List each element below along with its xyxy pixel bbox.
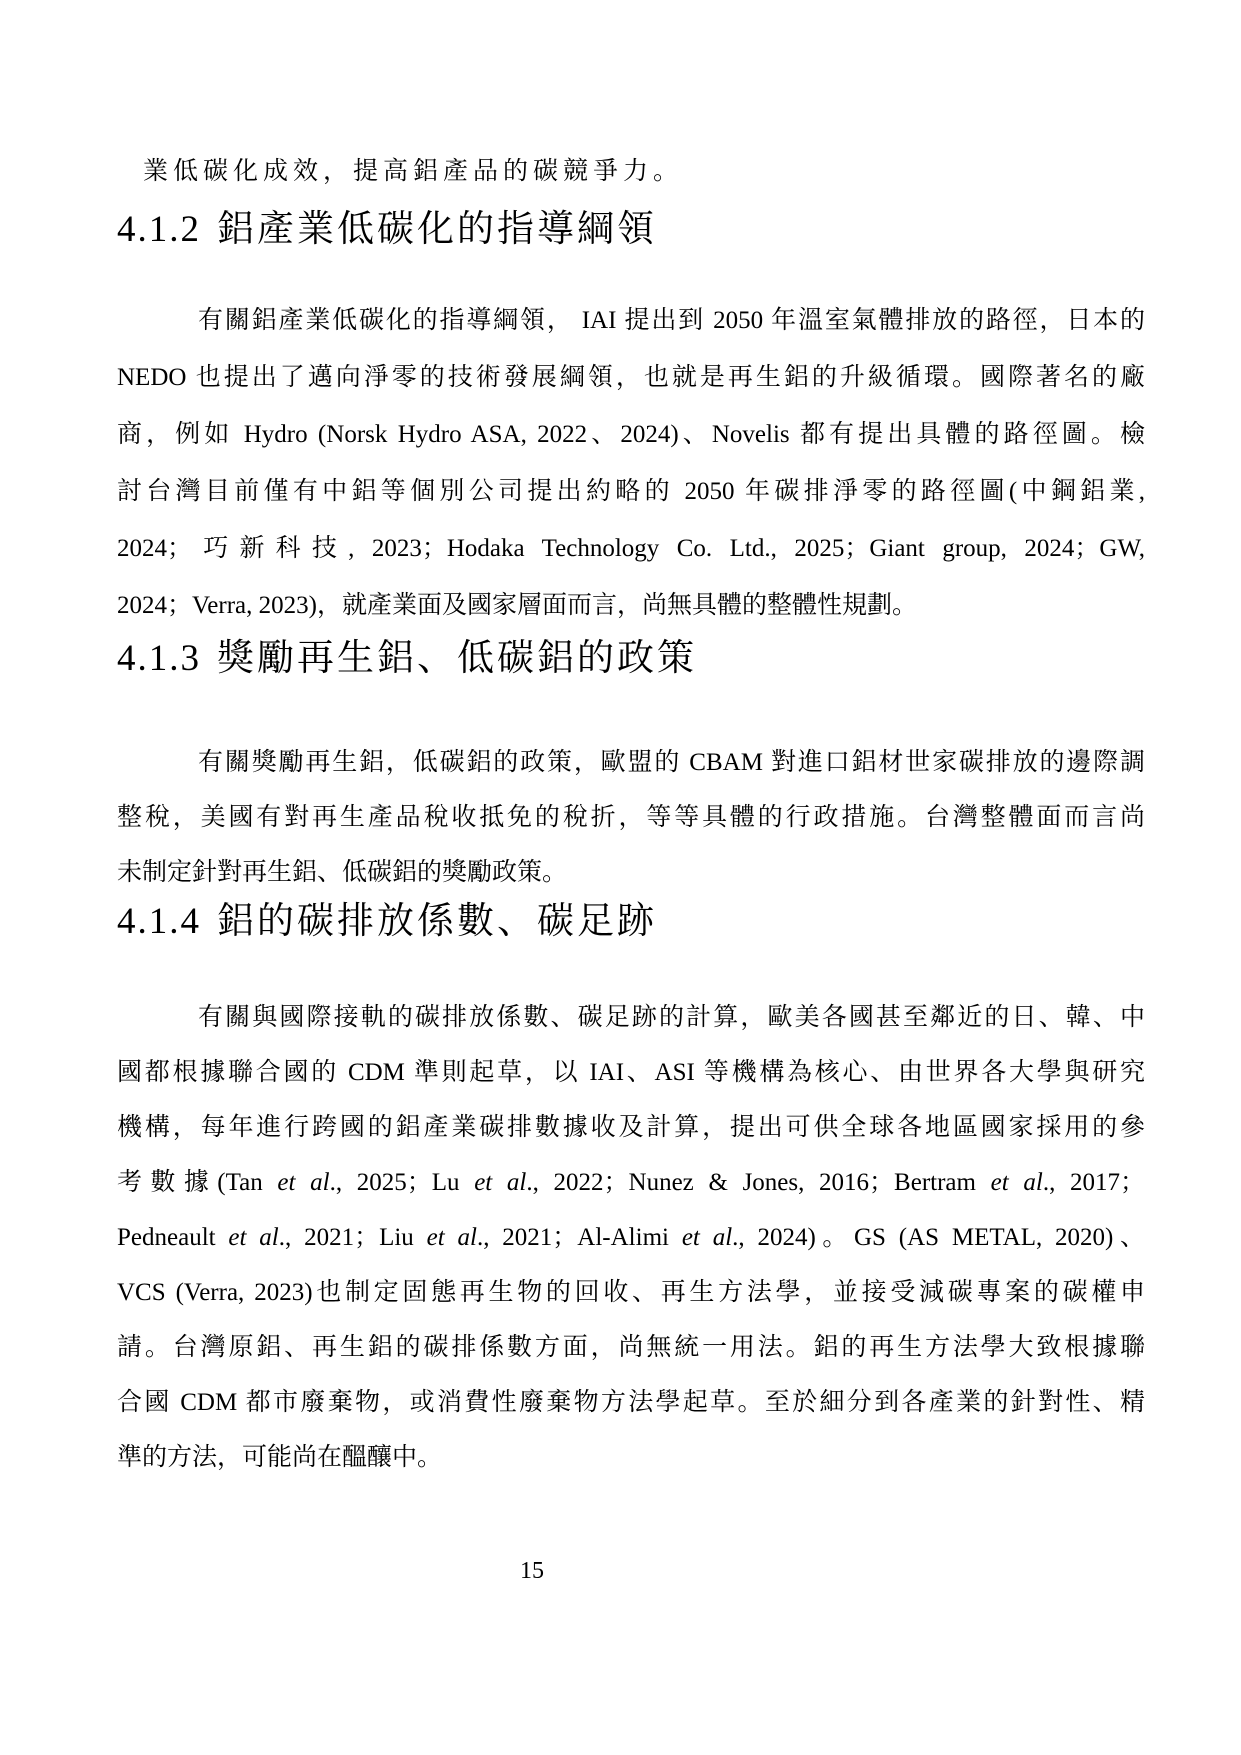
text-line: 國都根據聯合國的 CDM 準則起草，以 IAI、ASI 等機構為核心、由世界各大學與研究: [117, 1059, 1145, 1086]
text-line: 有關獎勵再生鋁，低碳鋁的政策，歐盟的 CBAM 對進口鋁材世家碳排放的邊際調: [198, 749, 1145, 776]
section-heading-413: [117, 635, 1145, 683]
text-line: 合國 CDM 都市廢棄物，或消費性廢棄物方法學起草。至於細分到各產業的針對性、精: [117, 1389, 1145, 1416]
text-line: NEDO 也提出了邁向淨零的技術發展綱領，也就是再生鋁的升級循環。國際著名的廠: [117, 364, 1145, 391]
section-paragraph-412: [117, 292, 1145, 634]
page-number: 15: [520, 1558, 544, 1584]
section-paragraph-413: [117, 735, 1145, 900]
text-line: Pedneault et al., 2021；Liu et al., 2021；Al-Alimi et al., 2024)。GS (AS METAL, 2020)、: [117, 1224, 1145, 1251]
text-line: 未制定針對再生鋁、低碳鋁的獎勵政策。: [117, 859, 568, 886]
section-number: 4.1.3: [117, 638, 201, 679]
paragraph-continuation-line: 業低碳化成效，提高鋁產品的碳競爭力。: [143, 158, 684, 185]
section-title: 獎勵再生鋁、低碳鋁的政策: [217, 638, 697, 679]
section-number: 4.1.4: [117, 901, 201, 942]
text-line: 2024；巧新科技, 2023；Hodaka Technology Co. Ltd., 2025；Giant group, 2024；GW,: [117, 535, 1145, 562]
section-heading-414: [117, 898, 1145, 946]
text-line: 商，例如 Hydro (Norsk Hydro ASA, 2022、2024)、Novelis 都有提出具體的路徑圖。檢: [117, 421, 1145, 448]
section-paragraph-414: [117, 990, 1145, 1485]
text-line: 準的方法，可能尚在醞釀中。: [117, 1444, 443, 1471]
text-line: 請。台灣原鋁、再生鋁的碳排係數方面，尚無統一用法。鋁的再生方法學大致根據聯: [117, 1334, 1145, 1361]
text-line: 考數據(Tan et al., 2025；Lu et al., 2022；Nunez & Jones, 2016；Bertram et al., 2017；: [117, 1169, 1145, 1196]
text-line: VCS (Verra, 2023)也制定固態再生物的回收、再生方法學，並接受減碳專案的碳權申: [117, 1279, 1145, 1306]
section-heading-412: [117, 206, 1145, 254]
text-line: 機構，每年進行跨國的鋁產業碳排數據收及計算，提出可供全球各地區國家採用的參: [117, 1114, 1145, 1141]
section-title: 鋁產業低碳化的指導綱領: [217, 209, 657, 250]
text-line: 討台灣目前僅有中鋁等個別公司提出約略的 2050 年碳排淨零的路徑圖(中鋼鋁業,: [117, 478, 1145, 505]
text-line: 有關與國際接軌的碳排放係數、碳足跡的計算，歐美各國甚至鄰近的日、韓、中: [198, 1004, 1145, 1031]
text-line: 整稅，美國有對再生產品稅收抵免的稅折，等等具體的行政措施。台灣整體面而言尚: [117, 804, 1145, 831]
section-title: 鋁的碳排放係數、碳足跡: [217, 901, 657, 942]
section-number: 4.1.2: [117, 209, 201, 250]
text-line: 2024；Verra, 2023)，就產業面及國家層面而言，尚無具體的整體性規劃。: [117, 592, 917, 619]
text-line: 有關鋁產業低碳化的指導綱領， IAI 提出到 2050 年溫室氣體排放的路徑，日本的: [198, 307, 1145, 334]
